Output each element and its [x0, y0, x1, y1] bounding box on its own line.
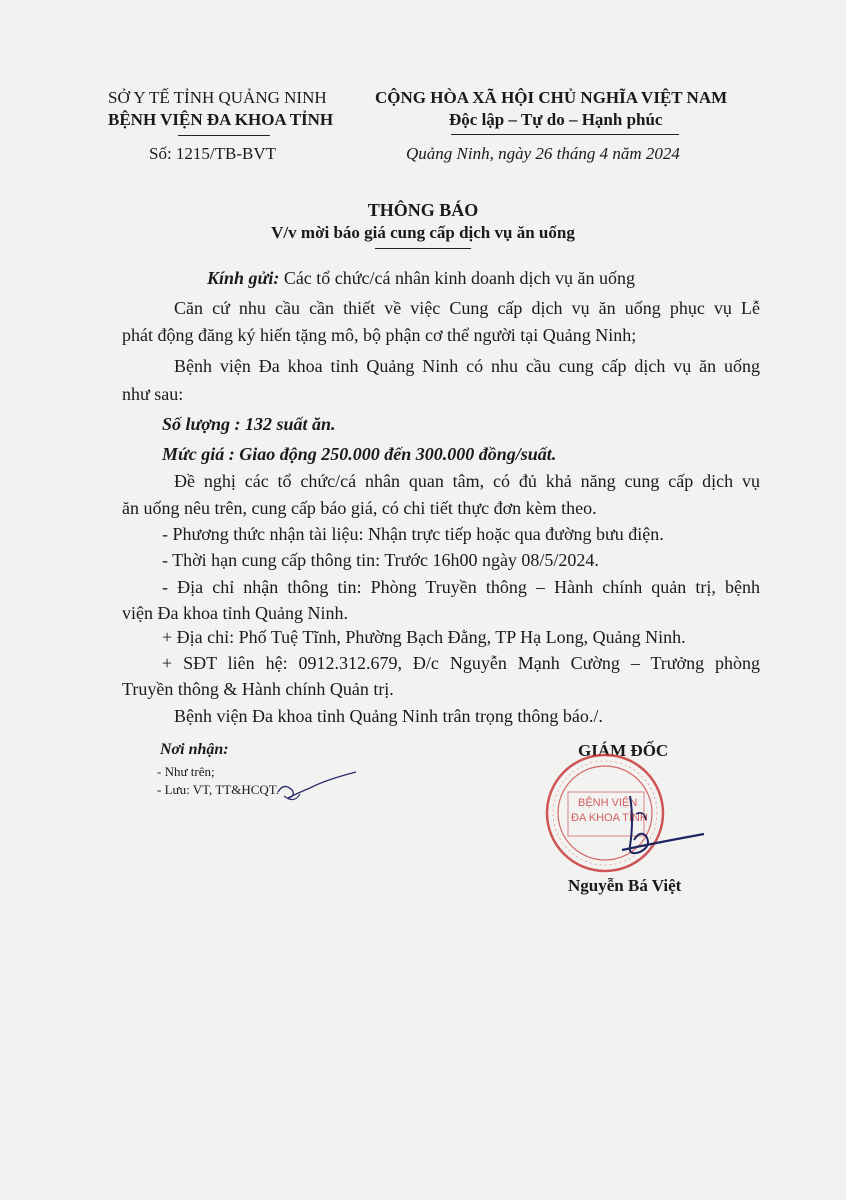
- recipients-item-2: - Lưu: VT, TT&HCQT.: [157, 782, 279, 797]
- national-title: CỘNG HÒA XÃ HỘI CHỦ NGHĨA VIỆT NAM: [375, 88, 728, 107]
- address-line2: viện Đa khoa tỉnh Quảng Ninh.: [122, 603, 348, 623]
- notice-title: THÔNG BÁO: [367, 200, 479, 220]
- body-p3-line1: Đề nghị các tổ chức/cá nhân quan tâm, có đủ khả năng cung cấp dịch vụ: [174, 471, 760, 491]
- recipient-text: Các tổ chức/cá nhân kinh doanh dịch vụ ăn uống: [283, 268, 635, 288]
- motto-underline: [451, 134, 679, 135]
- issuer-department: SỞ Y TẾ TỈNH QUẢNG NINH: [108, 88, 327, 107]
- body-p1-line2: phát động đăng ký hiến tặng mô, bộ phận cơ thể người tại Quảng Ninh;: [122, 325, 637, 345]
- body-p2-line1: Bệnh viện Đa khoa tỉnh Quảng Ninh có nhu cầu cung cấp dịch vụ ăn uống: [174, 356, 760, 376]
- notice-subject: V/v mời báo giá cung cấp dịch vụ ăn uống: [271, 223, 575, 242]
- stamp-line-1: BỆNH VIỆN: [578, 797, 638, 809]
- recipient-line: [207, 268, 635, 289]
- document-number: Số: 1215/TB-BVT: [149, 144, 277, 163]
- subject-underline: [375, 248, 471, 249]
- body-p2-line2: như sau:: [122, 384, 184, 404]
- closing-line: Bệnh viện Đa khoa tỉnh Quảng Ninh trân trọng thông báo./.: [174, 706, 603, 726]
- issuer-hospital: BỆNH VIỆN ĐA KHOA TỈNH: [108, 110, 334, 129]
- signature-position: GIÁM ĐỐC: [578, 741, 669, 760]
- recipients-item-1: - Như trên;: [157, 764, 215, 779]
- stamp-line-2: ĐA KHOA TỈNH: [571, 812, 648, 824]
- initials-mark: [270, 770, 360, 810]
- national-motto: Độc lập – Tự do – Hạnh phúc: [449, 110, 663, 129]
- issuer-underline: [178, 135, 270, 136]
- handwritten-signature: [600, 790, 710, 870]
- deadline-line: - Thời hạn cung cấp thông tin: Trước 16h00 ngày 08/5/2024.: [162, 550, 599, 570]
- price-line: Mức giá : Giao động 250.000 đến 300.000 đồng/suất.: [162, 444, 557, 464]
- method-line: - Phương thức nhận tài liệu: Nhận trực tiếp hoặc qua đường bưu điện.: [162, 524, 664, 544]
- quantity-line: Số lượng : 132 suất ăn.: [162, 414, 336, 434]
- body-p3-line2: ăn uống nêu trên, cung cấp báo giá, có chi tiết thực đơn kèm theo.: [122, 498, 597, 518]
- phone-line1: + SĐT liên hệ: 0912.312.679, Đ/c Nguyễn Mạnh Cường – Trưởng phòng: [162, 653, 760, 673]
- recipients-label: Nơi nhận:: [160, 741, 229, 758]
- phone-line2: Truyền thông & Hành chính Quản trị.: [122, 679, 394, 699]
- location-line: + Địa chỉ: Phố Tuệ Tĩnh, Phường Bạch Đằng, TP Hạ Long, Quảng Ninh.: [162, 627, 686, 647]
- signer-name: Nguyễn Bá Việt: [568, 876, 682, 895]
- body-p1-line1: Căn cứ nhu cầu cần thiết về việc Cung cấp dịch vụ ăn uống phục vụ Lễ: [174, 298, 760, 318]
- address-line1: - Địa chỉ nhận thông tin: Phòng Truyền thông – Hành chính quản trị, bệnh: [162, 577, 760, 597]
- place-date: Quảng Ninh, ngày 26 tháng 4 năm 2024: [406, 144, 680, 163]
- recipient-label: Kính gửi:: [207, 268, 280, 288]
